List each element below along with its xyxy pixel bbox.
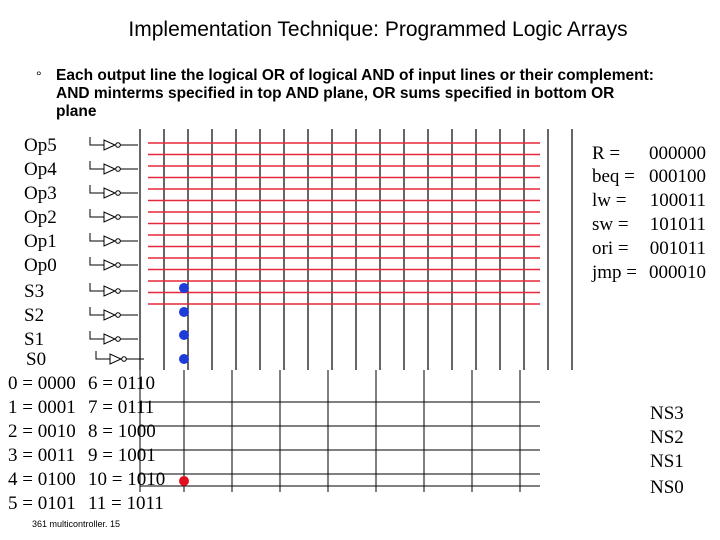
state-code: 5 = 0101 xyxy=(8,493,76,514)
opcode-name: beq = xyxy=(592,166,635,187)
state-code: 3 = 0011 xyxy=(8,445,76,466)
output-label: NS1 xyxy=(650,451,684,472)
input-wire xyxy=(90,185,104,193)
inverter-bubble-icon xyxy=(116,313,121,318)
opcode-value: 101011 xyxy=(649,214,706,235)
buffer-icon xyxy=(104,140,115,150)
input-label: Op4 xyxy=(24,159,57,180)
inverter-bubble-icon xyxy=(116,289,121,294)
opcode-value: 001011 xyxy=(649,238,706,259)
input-label: Op3 xyxy=(24,183,57,204)
opcode-value: 000000 xyxy=(649,143,706,164)
pla-grid xyxy=(140,129,572,492)
buffer-icon xyxy=(104,188,115,198)
buffer-icon xyxy=(110,354,121,364)
input-wire xyxy=(90,233,104,241)
and-connection-dot xyxy=(179,354,189,364)
state-code: 6 = 0110 xyxy=(88,373,156,394)
output-label: NS2 xyxy=(650,427,684,448)
input-wire xyxy=(90,283,104,291)
state-code: 9 = 1001 xyxy=(88,445,156,466)
inverter-bubble-icon xyxy=(116,239,121,244)
state-code: 7 = 0111 xyxy=(88,397,155,418)
inverter-bubble-icon xyxy=(116,191,121,196)
buffer-icon xyxy=(104,334,115,344)
opcode-name: R = xyxy=(592,143,621,164)
input-label: S1 xyxy=(24,329,45,350)
or-connection-dot xyxy=(179,476,189,486)
input-label: Op2 xyxy=(24,207,57,228)
input-wire xyxy=(90,331,104,339)
buffer-icon xyxy=(104,310,115,320)
input-wire xyxy=(90,209,104,217)
opcode-value: 100011 xyxy=(649,190,706,211)
input-wire xyxy=(90,137,104,145)
buffer-icon xyxy=(104,260,115,270)
buffer-icon xyxy=(104,212,115,222)
opcode-name: ori = xyxy=(592,238,629,259)
inverter-bubble-icon xyxy=(122,357,127,362)
input-label: S2 xyxy=(24,305,45,326)
input-label: Op5 xyxy=(24,135,57,156)
page-title: Implementation Technique: Programmed Logic Arrays xyxy=(128,18,628,41)
input-inverters xyxy=(90,137,144,364)
inverter-bubble-icon xyxy=(116,337,121,342)
buffer-icon xyxy=(104,164,115,174)
and-connection-dot xyxy=(179,330,189,340)
opcode-name: jmp = xyxy=(592,262,638,283)
input-wire xyxy=(96,351,110,359)
input-label: Op0 xyxy=(24,255,57,276)
input-label: S3 xyxy=(24,281,45,302)
output-label: NS3 xyxy=(650,403,684,424)
input-wire xyxy=(90,307,104,315)
input-label: S0 xyxy=(26,349,47,370)
state-code: 11 = 1011 xyxy=(88,493,164,514)
opcode-value: 000010 xyxy=(649,262,706,283)
state-code: 8 = 1000 xyxy=(88,421,156,442)
opcode-value: 000100 xyxy=(649,166,706,187)
footer-label: 361 multicontroller. 15 xyxy=(32,519,121,529)
state-code: 4 = 0100 xyxy=(8,469,76,490)
opcode-name: lw = xyxy=(592,190,627,211)
buffer-icon xyxy=(104,286,115,296)
bullet-marker: ° xyxy=(36,68,42,84)
state-code: 10 = 1010 xyxy=(88,469,166,490)
inverter-bubble-icon xyxy=(116,215,121,220)
state-code: 2 = 0010 xyxy=(8,421,76,442)
inverter-bubble-icon xyxy=(116,167,121,172)
and-connection-dot xyxy=(179,283,189,293)
input-label: Op1 xyxy=(24,231,57,252)
state-code: 0 = 0000 xyxy=(8,373,76,394)
inverter-bubble-icon xyxy=(116,263,121,268)
output-label: NS0 xyxy=(650,477,684,498)
buffer-icon xyxy=(104,236,115,246)
and-connection-dot xyxy=(179,307,189,317)
input-wire xyxy=(90,161,104,169)
input-wire xyxy=(90,257,104,265)
opcode-name: sw = xyxy=(592,214,629,235)
bullet-text: Each output line the logical OR of logical AND of input lines or their complement: AND minterms specified in top AND plane, OR sums specified in bottom OR plane xyxy=(56,67,654,120)
state-code: 1 = 0001 xyxy=(8,397,76,418)
inverter-bubble-icon xyxy=(116,143,121,148)
